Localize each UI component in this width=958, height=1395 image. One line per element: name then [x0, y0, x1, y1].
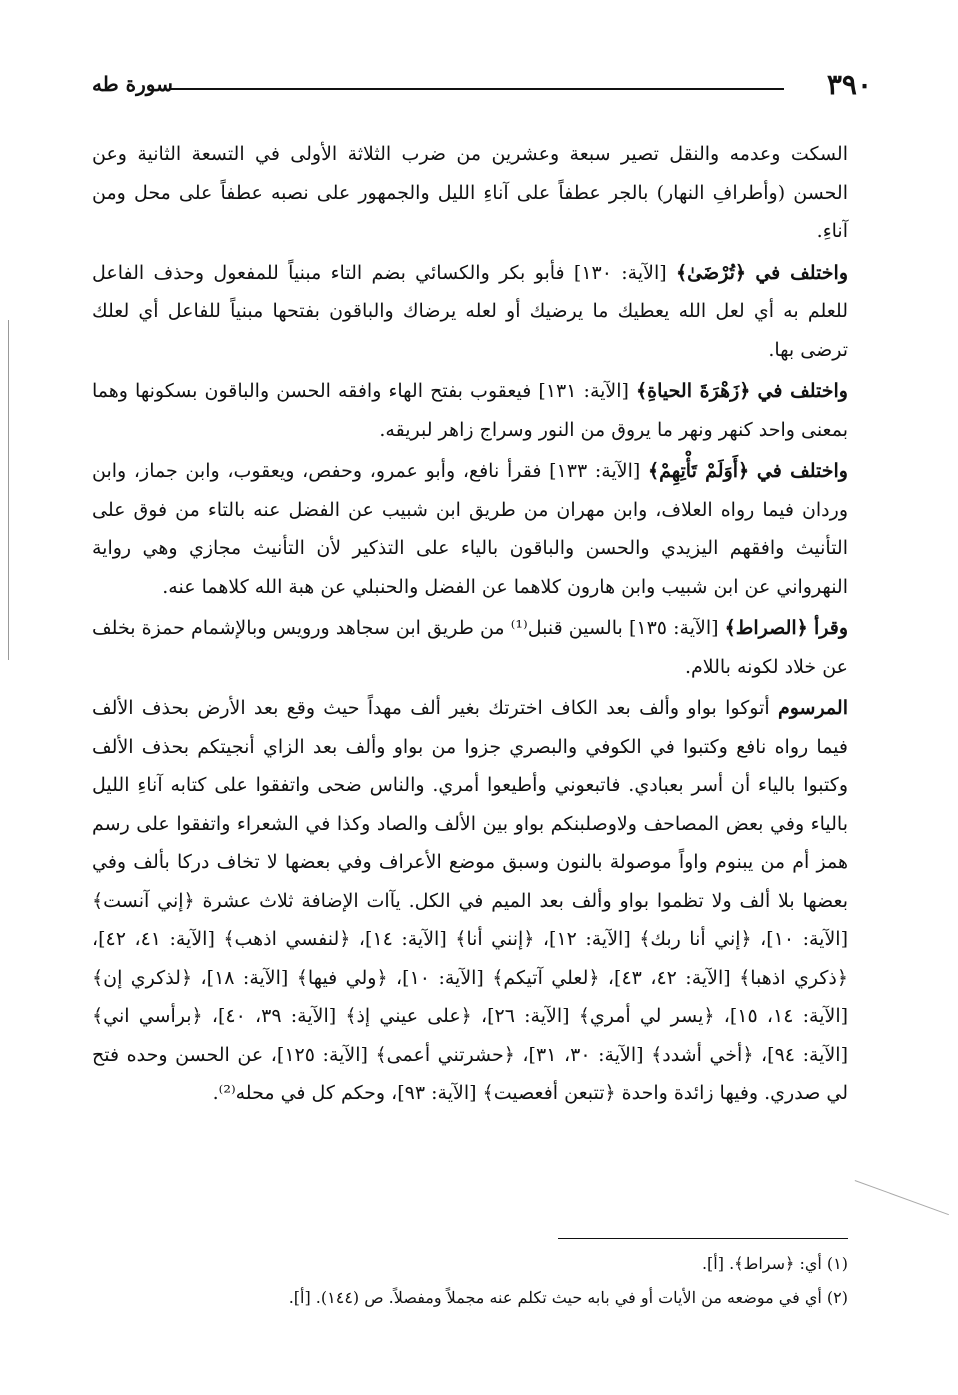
- paragraph-lead: واختلف في: [756, 460, 848, 482]
- paragraph-lead: واختلف في: [757, 380, 848, 402]
- paragraph-text: السكت وعدمه والنقل تصير سبعة وعشرين من ضرب الثلاثة الأولى في التسعة الثانية وعن الحسن (وأطرافِ النهار) بالجر عطفاً على آناءِ الليل والجمهور على نصبه عطفاً على محل ومن آناءِ.: [92, 143, 848, 242]
- main-text: [92, 135, 848, 1113]
- paragraph-5: [92, 609, 848, 686]
- quran-word: ﴿الصراط﴾: [724, 617, 808, 639]
- paragraph-text: [الآية: ١٣٣] فقرأ نافع، وأبو عمرو، وحفص، ويعقوب، وابن جماز، وابن وردان فيما رواه العلاف، وابن مهران من طريق ابن شبيب عن الفضل عنه بالتاء من فوق على التأنيث وافقهم اليزيدي والحسن والباقون بالياء على التذكير لأن التأنيث مجازي وهي رواية النهرواني عن ابن شبيب وابن هارون كلاهما عن الفضل والحنبلي عن هبة الله كلاهما عنه.: [92, 460, 848, 598]
- paragraph-text: [الآية: ١٣١] فيعقوب بفتح الهاء وافقه الحسن والباقون بسكونها وهما بمعنى واحد كنهر ونهر ما يروق من النور وسراج زاهر لبريقه.: [92, 380, 848, 441]
- quran-word: ﴿أَوَلَمْ تَأْتِهِمْ﴾: [647, 460, 750, 482]
- paragraph-text: [الآية: ١٣٥] بالسين قنبل⁽¹⁾ من طريق ابن سجاهد ورويس وبالإشمام حمزة بخلف عن خلاد لكونه باللام.: [92, 617, 848, 678]
- quran-word: ﴿تُرْضَىٰ﴾: [675, 261, 746, 284]
- paragraph-text: [الآية: ١٣٠] فأبو بكر والكسائي بضم التاء مبنياً للمفعول وحذف الفاعل للعلم به أي لعل الله يعطيك ما يرضيك أو لعله يرضاك والباقون بفتحها مبنياً للفاعل أي لعلك ترضى بها.: [92, 261, 848, 361]
- paragraph-4: [92, 452, 848, 606]
- paragraph-lead: المرسوم: [777, 697, 848, 719]
- paragraph-lead: واختلف في: [755, 261, 849, 284]
- footnotes: [92, 1238, 848, 1315]
- paragraph-text: أتوكوا بواو وألف بعد الكاف اخترتك بغير ألف مهداً حيث وقع بعد الأرض بحذف الألف فيما رواه نافع وكتبوا في الكوفي والبصري جزوا من بواو وألف بعد الزاي أنجيتكم بحذف الألف وكتبوا بالياء أن أسر بعبادي. فاتبعوني وأطيعوا أمري. والناس ضحى واتفقوا على كتابه آناءِ الليل بالياء وفي بعض المصاحف ولاوصلبنكم بواو بين الألف والصاد وكذا في الشعراء واتفقوا على رسم همز أم من يبنوم واواً موصولة بالنون وسبق موضع الأعراف وفي بعضها لا تخاف دركا بألف وفي بعضها بلا ألف ولا تظموا بواو وألف بعد الميم في الكل. يآات الإضافة ثلاث عشرة ﴿إني آنست﴾ [الآية: ١٠]، ﴿إني أنا ربك﴾ [الآية: ١٢]، ﴿إنني أنا﴾ [الآية: ١٤]، ﴿لنفسي اذهب﴾ [الآية: ٤١، ٤٢]، ﴿ذكري اذهبا﴾ [الآية: ٤٢، ٤٣]، ﴿لعلي آتيكم﴾ [الآية: ١٠]، ﴿ولي فيها﴾ [الآية: ١٨]، ﴿لذكري إن﴾ [الآية: ١٤، ١٥]، ﴿يسر لي أمري﴾ [الآية: ٢٦]، ﴿على عيني إذ﴾ [الآية: ٣٩، ٤٠]، ﴿برأسي اني﴾ [الآية: ٩٤]، ﴿أخي أشدد﴾ [الآية: ٣٠، ٣١]، ﴿حشرتني أعمى﴾ [الآية: ١٢٥]، عن الحسن وحده فتح لي صدري. وفيها زائدة واحدة ﴿تتبعن أفعصيت﴾ [الآية: ٩٣]، وحكم كل في محله⁽²⁾.: [92, 697, 849, 1104]
- paragraph-2: [92, 254, 848, 370]
- scan-artifact-curve: [834, 1180, 949, 1272]
- footnote-2: (٢) أي في موضعه من الأيات أو في بابه حيث تكلم عنه مجملاً ومفصلاً. ص (١٤٤). [أ].: [288, 1288, 848, 1307]
- page-header: [92, 68, 872, 102]
- page-number: ٣٩٠: [826, 68, 872, 101]
- header-rule: [170, 88, 784, 90]
- scan-artifact-line: [8, 320, 9, 660]
- footnote-1: (١) أي: ﴿سراط﴾. [أ].: [701, 1254, 848, 1273]
- surah-title: سورة طه: [92, 72, 173, 96]
- quran-word: ﴿زَهْرَةَ الحياةِ﴾: [636, 380, 751, 402]
- paragraph-3: [92, 372, 848, 449]
- paragraph-lead: وقرأ: [813, 617, 848, 639]
- paragraph-1: [92, 135, 848, 251]
- footnote-rule: [558, 1238, 848, 1239]
- paragraph-6: [92, 689, 848, 1113]
